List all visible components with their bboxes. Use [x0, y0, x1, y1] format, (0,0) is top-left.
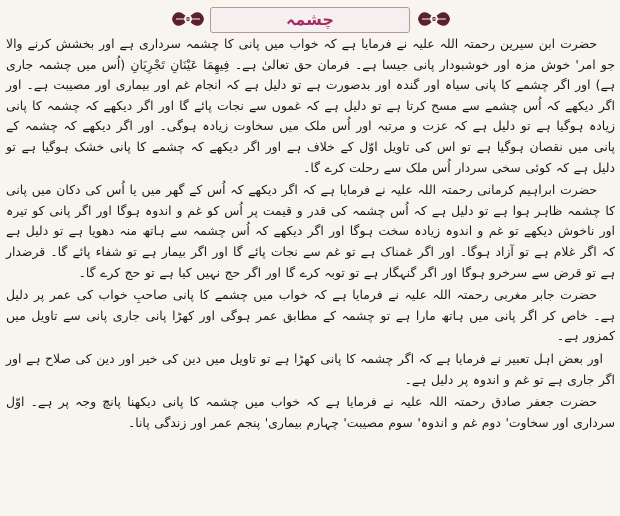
page-title: چشمہ [286, 10, 334, 29]
right-ornament-icon [416, 6, 452, 32]
paragraph-jafar-sadiq: حضرت جعفر صادق رحمتہ اللہ علیہ نے فرمایا ہے کہ خواب میں چشمہ کا پانی دیکھنا پانچ وجہ پر ہے۔ اوّل سرداری اور سخاوت' دوم غم و اندوہ' سوم مصیبت' چہارم بیماری' پنجم عمر اور زندگی پانا۔ [6, 394, 615, 430]
left-ornament-icon [170, 6, 206, 32]
paragraph-ibrahim-kirmani: حضرت ابراہیم کرمانی رحمتہ اللہ علیہ نے فرمایا ہے کہ اگر دیکھے کہ اُس کے گھر میں یا اُس کی دکان میں پانی کا چشمہ ظاہر ہوا ہے تو دلیل ہے کہ اُس چشمہ کی قدر و قیمت پر اُس کو غم و اندوہ ہوگا اور اگر پانی کو تیرہ اور ناخوش دیکھے تو غم و اندوہ زیادہ سخت ہوگا اور اگر دیکھے کہ اُس چشمہ سے ہاتھ منہ دھویا ہے تو دلیل ہے کہ اگر غلام ہے تو آزاد ہوگا۔ اور اگر غمناک ہے تو غم سے نجات پائے گا اور اگر بیمار ہے تو شفاء پائے گا۔ قرضدار ہے تو قرض سے سرخرو ہوگا اور اگر گنہگار ہے تو توبہ کرے گا اور اگر حج نہیں کیا ہے تو حج کرے گا۔ [6, 182, 615, 280]
paragraph-jabir-maghribi: حضرت جابر مغربی رحمتہ اللہ علیہ نے فرمایا ہے کہ خواب میں چشمے کا پانی صاحبِ خواب کی عمر پر دلیل ہے۔ خاص کر اگر پانی میں ہاتھ مارا ہے تو چشمہ کے مطابق عمر ہوگی اور کھڑا پانی جاری پانی سے تاویل میں کمزور ہے۔ [6, 287, 615, 344]
page-title-box [210, 7, 410, 33]
paragraph-interpreters: اور بعض اہل تعبیر نے فرمایا ہے کہ اگر چشمہ کا پانی کھڑا ہے تو تاویل میں دین کی خیر اور دین کی صلاح ہے اور اگر جاری ہے تو غم و اندوہ پر دلیل ہے۔ [6, 350, 615, 387]
article-body [6, 34, 615, 512]
paragraph-ibn-sirin: حضرت ابن سیرین رحمتہ اللہ علیہ نے فرمایا ہے کہ خواب میں پانی کا چشمہ سرداری ہے اور بخشش کرنے والا جو امر' خوش مزہ اور خوشبودار پانی جیسا ہے۔ فرمان حق تعالیٰ ہے۔ فِيهِمَا عَيْنَانِ تَجْرِيَانِ (اُس میں چشمہ جاری ہے) اور اگر چشمے کا پانی سیاہ اور گندہ اور بدصورت ہے تو دلیل ہے کہ انجام غم اور بیماری اور مصیبت ہے۔ اور اگر دیکھے کہ اُس چشمے سے مسح کرتا ہے تو دلیل ہے کہ غموں سے نجات پائے گا اور اگر دیکھے کہ چشمہ کا پانی زیادہ ہوگیا ہے تو دلیل ہے کہ عزت و مرتبہ اور اُس ملک میں سخاوت زیادہ ہوگی۔ اور اگر دیکھے کہ چشمہ کے پانی میں نقصان ہوگیا ہے تو اس کی تاویل اوّل کے خلاف ہے اور اگر دیکھے کہ چشمے کا پانی خشک ہوگیا ہے تو دلیل ہے کہ کوئی سخی سردار اُس ملک سے رحلت کرے گا۔ [6, 36, 615, 175]
page-header [0, 0, 620, 38]
